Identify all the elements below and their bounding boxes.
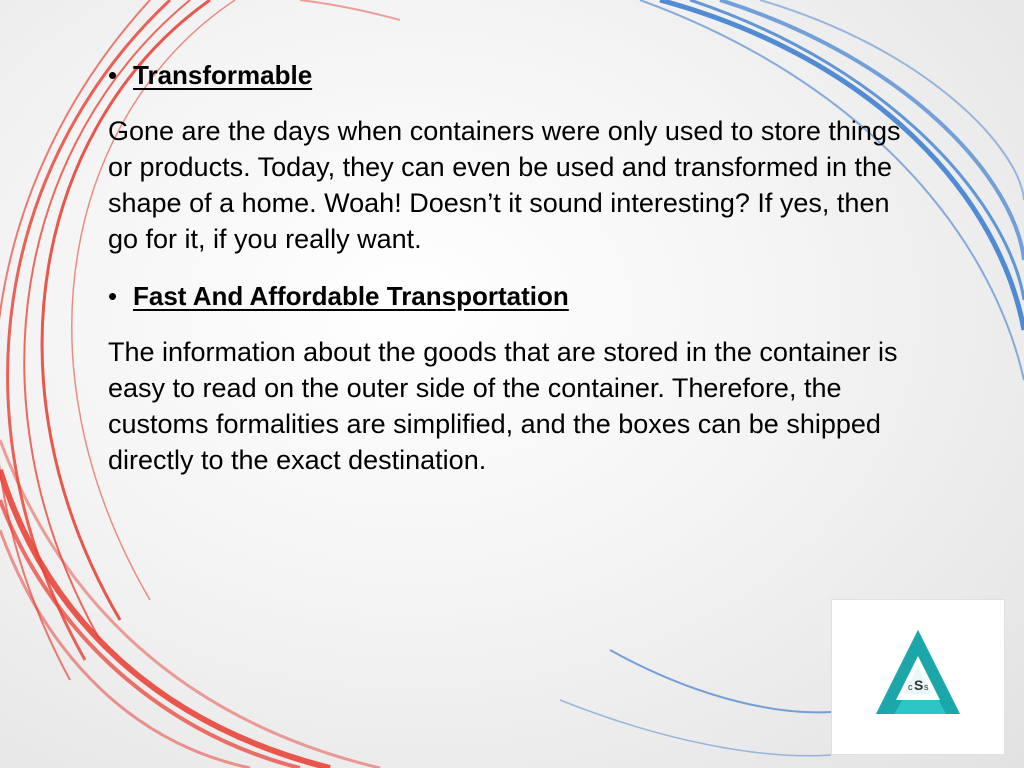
logo-letter-c: c (908, 682, 913, 692)
section-paragraph: Gone are the days when containers were only used to store things or products. Today, they can even be used and transformed in the shape of a home. Woah! Doesn’t it sound interesting? If yes, then go for it, if you really want. (108, 116, 901, 254)
heading-text: Fast And Affordable Transportation (133, 281, 569, 311)
bullet-icon: • (108, 60, 118, 90)
logo-letter-s-small: s (924, 682, 929, 692)
section-heading-transformable (108, 60, 908, 91)
section-paragraph: The information about the goods that are stored in the container is easy to read on the outer side of the container. Therefore, the customs formalities are simplified, and the boxes can be shipped directly to the exact destination. (108, 337, 898, 475)
slide-content (108, 60, 908, 502)
triangle-logo-icon (832, 600, 1004, 754)
company-logo (831, 599, 1005, 755)
bullet-icon: • (108, 281, 118, 311)
logo-letter-s: S (914, 677, 924, 693)
section-heading-transportation (108, 281, 908, 312)
heading-text: Transformable (133, 60, 313, 90)
